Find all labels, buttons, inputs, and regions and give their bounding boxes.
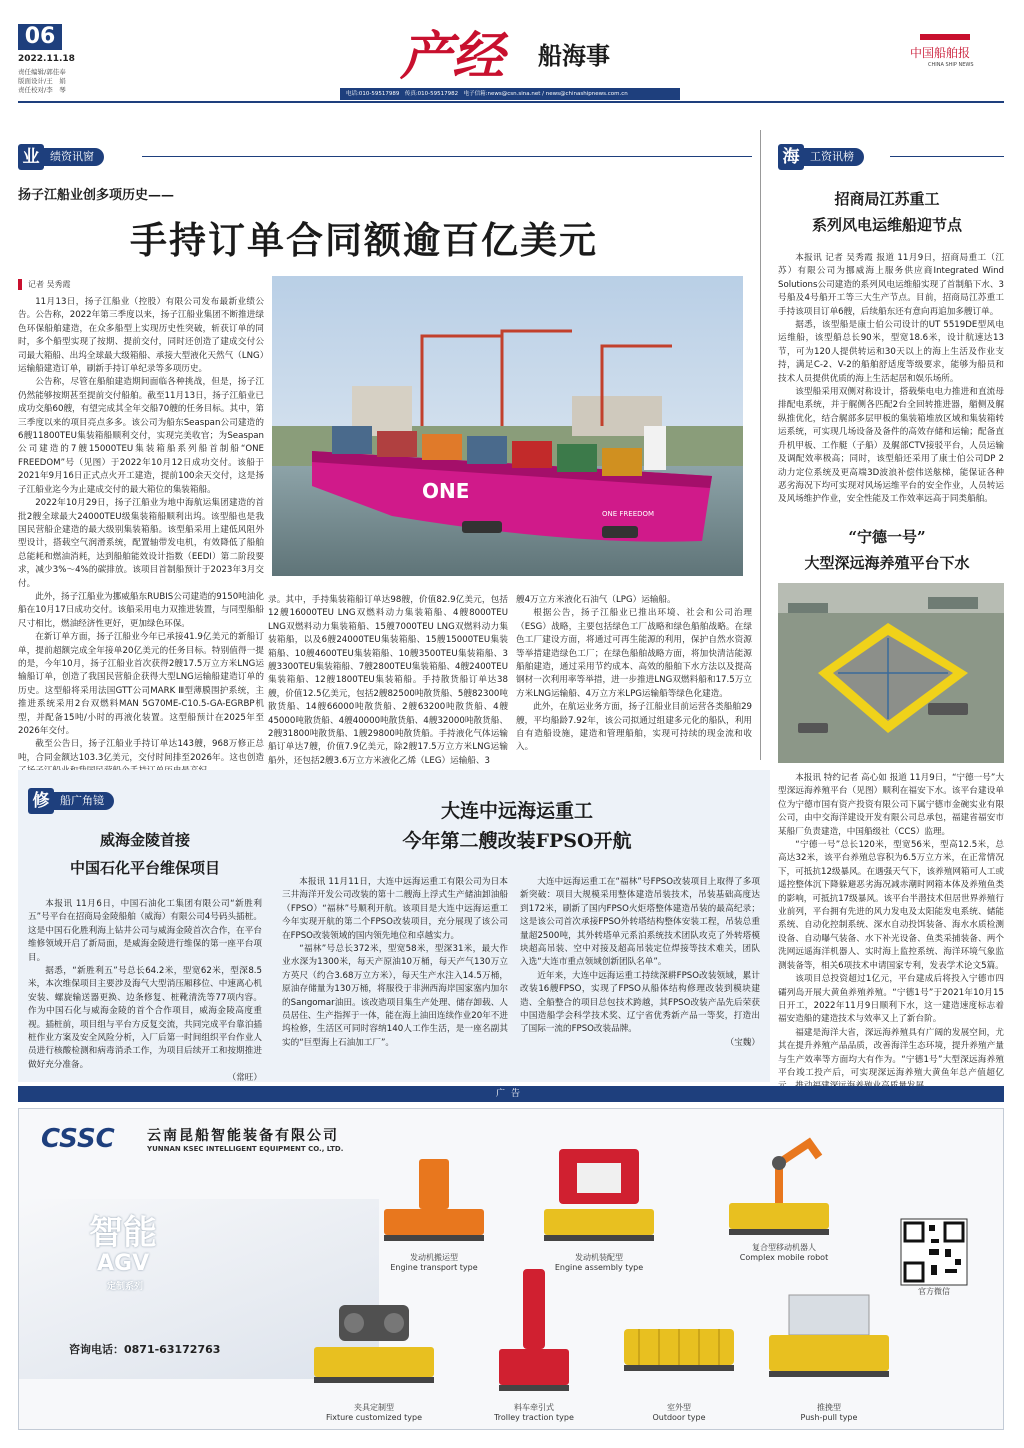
ship-hull-name: ONE FREEDOM (602, 510, 655, 518)
brand-seal (920, 34, 970, 40)
main-headline: 手持订单合同额逾百亿美元 (130, 218, 598, 262)
paragraph: 录。其中，手持集装箱船订单达98艘，价值82.9亿美元，包括12艘16000TEU LNG双燃料动力集装箱船、4艘8000TEU LNG双燃料动力集装箱船、15艘7000TEU LNG双燃料动力集装箱船，以及6艘24000TEU集装箱船、15艘15000TEU集装箱船、10艘4600TEU集装箱船、10艘3500TEU集装箱船、3艘3300TEU集装箱船、7艘2800TEU集装箱船、4艘2400TEU集装箱船、12艘1800TEU集装箱船。手持散货船订单达38艘，价值12.5亿美元，包括2艘82500吨散货船、5艘82300吨散货船、14艘66000吨散货船、2艘63200吨散货船、4艘45000吨散货船、4艘40000吨散货船、4艘32000吨散货船、2艘31800吨散货船、1艘29800吨散货船。手持液化气体运输船订单达7艘，价值7.9亿美元，除2艘17.5万立方米LNG运输船外，还包括2艘3.6万立方米液化乙烯（LEG）运输船、3 (268, 595, 508, 766)
paragraph: 此外，在航运业务方面，扬子江船业目前运营各类船舶29艘，平均船龄7.92年，该公司拟通过组建多元化的船队，利用自有造船设施，建造和管理船舶，实现可持续的现金流和收入。 (516, 702, 752, 753)
product-name-cn: 发动机搬运型 (410, 1253, 458, 1262)
product-engine-transport-image (379, 1149, 489, 1249)
ad-company-name: 云南昆船智能装备有限公司 (147, 1128, 339, 1144)
paragraph: 此外，扬子江船业为挪威船东RUBIS公司建造的9150吨油化船在10月17日成功交付。该船采用电力双推进装置，与同型船船尺寸相比，燃油经济性更好，更加绿色环保。 (18, 591, 264, 629)
masthead-logo (378, 20, 526, 90)
product-engine-assembly-image (539, 1139, 659, 1249)
main-story-col1 (18, 296, 264, 763)
right-story-1-body (778, 252, 1004, 506)
bottom-left-body (28, 898, 262, 1084)
headline-line: “宁德一号” (848, 528, 926, 546)
tag-label: 工资讯榜 (804, 148, 864, 166)
product-name-cn: 复合型移动机器人 (752, 1243, 816, 1252)
product-outdoor-image (619, 1309, 739, 1389)
ad-phone: 咨询电话：0871-63172763 (69, 1343, 221, 1356)
paragraph: 本报讯 11月6日，中国石油化工集团有限公司“新胜利五”号平台在招商局金陵船舶（威海）有限公司4号码头插桩。这是中国石化胜利海上钻井公司与威海金陵首次合作，在平台维修领域开启了新局面，是威海金陵进行维保的第一座平台项目。 (28, 899, 262, 963)
contact-bar: 电话:010-59517989 传真:010-59517982 电子信箱:news@csn.sina.net / news@chinashipnews.com.cn (340, 88, 680, 100)
qr-caption: 官方微信 (918, 1287, 950, 1296)
product-fixture-image (309, 1295, 439, 1395)
product-name-cn: 推挽型 (817, 1403, 841, 1412)
ship-hull-logo: ONE (422, 479, 470, 503)
product-name-cn: 发动机装配型 (575, 1253, 623, 1262)
byline: 记者 吴秀霞 (28, 280, 71, 289)
section-title: 船海事 (538, 41, 610, 70)
product-label (709, 1243, 859, 1263)
cssc-logo (41, 1123, 141, 1153)
headline-line: 今年第二艘改装FPSO开航 (402, 830, 632, 852)
paragraph: 该项目总投资超过1亿元，平台建成后将投入宁德市四礵列岛开展大黄鱼养殖养殖。“宁德1号”于2021年10月15日开工，2022年11月9日顺利下水，这一建造速度标志着福安造船的建造技术与效率又上了新台阶。 (778, 974, 1004, 1025)
product-label (754, 1403, 904, 1423)
paragraph: 截至公告日，扬子江船业手持订单达143艘，968万修正总吨，合同金额达103.3亿美元，交付时间排至2026年。这也创造 (18, 739, 264, 763)
product-name-en: Push-pull type (800, 1413, 858, 1422)
tag-label: 绩资讯窗 (44, 148, 104, 166)
right-headline-1 (770, 186, 1004, 238)
paragraph: 本报讯 11月11日，大连中远海运重工有限公司为日本三井海洋开发公司改装的第十二艘海上浮式生产储油卸油船（FPSO）“福林”号顺利开航。该项目是大连中远海运重工今年实现开航的第二个FPSO改装项目，充分展现了该公司在FPSO改装领域的国内领先地位和卓越实力。 (282, 877, 508, 941)
newspaper-brand: 中国船舶报 (910, 46, 971, 60)
byline-marker (18, 279, 22, 290)
publication-date: 2022.11.18 (18, 54, 75, 64)
headline-line: 大连中远海运重工 (440, 800, 593, 822)
advertisement (18, 1108, 1004, 1430)
product-trolley-image (479, 1259, 589, 1399)
paragraph: 公告称，尽管在船舶建造期间面临各种挑战，但是，扬子江仍然能够按期甚至提前交付船舶。截至11月13日，扬子江船业已成功交船60艘，有望完成其全年交船70艘的任务目标。其中，第三季度以来的项目亮点多多。该公司为船东Seaspan公司建造的6艘11800TEU集装箱船顺利交付，实现完美收官；为Seaspan公司建造的7艘15000TEU集装箱船系列船首制船“ONE FREEDOM”号（见图）于2022年10月12日成功交付。该船于2021年9月16日正式点火开工建造，提前100余天交付，这是扬子江船业迄今为止建成交付的最大箱位的集装箱船。 (18, 377, 264, 495)
main-story-col3 (516, 594, 752, 758)
section-rule (890, 156, 1004, 157)
paragraph: 据悉，该型船是康士伯公司设计的UT 5519DE型风电运维船，该型船总长90米，型宽18.6米，设计航速达13节，可为120人提供转运和30天以上的海上生活及作业支持，满足C-2、V-2的船舶舒适度等级要求，能够为船员和技术人员提供优质的海上生活起居和娱乐场所。 (778, 320, 1004, 384)
product-name-en: Engine transport type (390, 1263, 478, 1272)
product-name-cn: 室外型 (667, 1403, 691, 1412)
bottom-right-col1 (282, 876, 508, 1080)
product-label (299, 1403, 449, 1423)
ad-slogan-agv: AGV (97, 1251, 150, 1276)
page-number: 06 (18, 24, 62, 50)
tag-label: 船广角镜 (54, 792, 114, 810)
tag-char: 海 (778, 144, 804, 170)
tag-char: 业 (18, 144, 44, 170)
headline-line: 中国石化平台维保项目 (69, 859, 220, 877)
product-name-en: Outdoor type (652, 1413, 706, 1422)
headline-line: 大型深远海养殖平台下水 (804, 554, 970, 572)
paragraph: 大连中远海运重工在“福林”号FPSO改装项目上取得了多项新突破：项目大规模采用整体建造吊装技术，吊装基础高度达到172米，刷新了国内FPSO火炬塔整体建造吊装的最高纪录；这是该公司首次承接FPSO外转塔结构整体安装工程，吊装总重量超2500吨，其外转塔单元系泊系统技术团队攻克了外转塔模块超高吊装、空中对接及超高吊装定位焊接等技术难关，团队入选“大连市重点领域创新团队名单”。 (520, 877, 760, 968)
section-tag-repair (28, 788, 114, 814)
ad-company-name-en: YUNNAN KSEC INTELLIGENT EQUIPMENT CO., LTD. (147, 1145, 344, 1153)
product-name-cn: 料车牵引式 (514, 1403, 554, 1412)
product-name-en: Trolley traction type (494, 1413, 574, 1422)
paragraph: 11月13日，扬子江船业（控股）有限公司发布最新业绩公告。公告称，2022年第三季度以来，扬子江船业集团不断推进绿色环保船舶建造，在众多船型上实现历史性突破，斩获订单的同时，多个船型实现了按期、提前交付，同时还创造了建成交付公司最大箱船、出坞全球最大级箱船、承接大型液化天然气（LNG）运输船建造订单，刷新手持订单纪录等多项历史。 (18, 297, 264, 375)
bottom-left-headline (28, 826, 262, 882)
main-story-col2 (268, 594, 508, 766)
ad-label-bar: 广告 (18, 1086, 1004, 1102)
masthead-red-text: 产经 (399, 26, 505, 87)
paragraph: 该型船采用双侧对称设计，搭载柴电电力推进和直流母排配电系统，并于艉侧各匹配2台全回转推进器，艏侧及艉纵推优化，结合艉部多层甲板的集装箱堆放区域和集装箱转运系统，可实现几场设备及备件的高效存储和运输；配备直升机甲板、工作艇（子船）及艉部CTV接驳平台，人员运输及调配效率极高；同时，该型船还采用了康士伯公司DP 2动力定位系统及更高端3D波浪补偿伟送舷梯，能保证各种恶劣海况下均可实现对风场运维平台的安全作业，人员转运及风场维护作业，安全性能及工作效率远高于同类船舶。 (778, 387, 1004, 505)
paragraph: 根据公告，扬子江船业已推出环境、社会和公司治理（ESG）战略，主要包括绿色工厂战略和绿色船舶战略。在绿色工厂建设方面，将通过可再生能源的利用，保护自然水资源等举措建造绿色工厂；在绿色船舶战略方面，将加快清洁能源船舶建造，通过采用节约成本、高效的船舶下水方法以及提高钢材一次利用率等举措，进一步推进LNG双燃料船和17.5万立方米LNG运输船、4万立方米LPG运输船等绿色化建造。 (516, 608, 752, 699)
ad-slogan-sub: 定制系列 (107, 1282, 144, 1292)
story-kicker: 扬子江船业创多项历史—— (18, 188, 175, 203)
ad-slogan: 智能 (89, 1213, 157, 1253)
paragraph: 福建是海洋大省，深远海养殖具有广阔的发展空间，尤其在提升养殖产品品质，改善海洋生态环境，提升养殖产量与生产效率等方面均大有作为。“宁德1号”大型深远海养殖平台竣工投产后，可实现深远海养殖大黄鱼年总产值超亿 (778, 1027, 1004, 1078)
editor-credits (18, 68, 66, 95)
paragraph: 在新订单方面，扬子江船业今年已承接41.9亿美元的新船订单，提前超额完成全年接单20亿美元的任务目标。特别值得一提的是，今年10月，扬子江船业首次获得2艘17.5万立方米LNG运输船订单，创造了我国民营船企获得大型LNG运输船建造订单的历史。这型船将采用法国GTT公司MARK Ⅲ型薄膜围护系统，主推进系统采用2台双燃料MAN 5G70ME-C10.5-GA-EGRBP机型，并配备15吨/小时的再液化装置。这型船预计在2025年至2026年交付。 (18, 632, 264, 736)
bottom-right-headline (272, 796, 762, 856)
editor-line: 责任编辑/郭佳奉 (18, 68, 66, 76)
product-name-cn: 夹具定制型 (354, 1403, 394, 1412)
product-mobile-robot-image (719, 1123, 839, 1243)
headline-line: 招商局江苏重工 (834, 190, 940, 208)
editor-line: 责任校对/李 琴 (18, 86, 66, 94)
header-rule (18, 101, 1004, 103)
paragraph: 近年来，大连中远海运重工持续深耕FPSO改装领域，累计改装16艘FPSO，实现了FPSO从船体结构修理改装到模块建造、全船整合的项目总包技术跨越，其FPSO改装产品先后荣获中国造船学会科学技术奖、辽宁省优秀新产品一等奖，打造出了国际一流的FPSO改装品牌。 (520, 970, 760, 1035)
tag-char: 修 (28, 788, 54, 814)
product-name-en: Fixture customized type (325, 1413, 423, 1422)
qr-code-icon[interactable] (901, 1219, 967, 1285)
section-tag-offshore (778, 144, 864, 170)
paragraph: “福林”号总长372米，型宽58米，型深31米，最大作业水深为1300米，每天产原油10万桶，每天产气130万立方英尺（约合3.68万立方米），每天生产水注入14.5万桶，原油存储量为130万桶，将服役于非洲西海岸国家塞内加尔的Sangomar油田。该改造项目集生产处理、储存卸载、人员居住、生产指挥于一体，能在海上油田连续作业20年不进坞检修，生活区可同时容纳140人工作生活，是一座名副其实的“巨型海上石油加工厂”。 (282, 944, 508, 1048)
right-headline-2 (770, 524, 1004, 576)
headline-line: 系列风电运维船迎节点 (811, 216, 962, 234)
column-divider (760, 130, 761, 760)
newspaper-brand-en: CHINA SHIP NEWS (928, 62, 974, 68)
product-label (459, 1403, 609, 1423)
product-name-en: Complex mobile robot (739, 1253, 829, 1262)
author-credit: （宝魏） (725, 1037, 760, 1048)
section-tag-performance (18, 144, 104, 170)
ship-photo (272, 276, 743, 576)
paragraph: 2022年10月29日，扬子江船业为地中海航运集团建造的首批2艘全球最大24000TEU级集装箱船顺利出坞。该型船也是我国民营船企建造的最大级别集装箱船。该型船采用上建低风阻外型设计，搭载空气润滑系统，配置轴带发电机，有效降低了船舶总能耗和燃油消耗，达到船舶能效设计指数（EEDI）第二阶段要求，减少3%～4%的碳排放。该项目首制船预计于2023年3月交付。 (18, 498, 264, 589)
author-credit: （常旺） (227, 1073, 262, 1084)
paragraph: 据悉，“新胜利五”号总长64.2米，型宽62米，型深8.5米，本次维保项目主要涉及海气大型消压厢移位、中速离心机安装、螺旋输送器更换、边条修复、桩靴清洗等77项内容。作为中国石化与威海金陵的首个合作项目，威海金陵高度重视。插桩前，项目组与平台方反复交流，共同完成平台靠泊插桩作业方案及安全风险分析，入厂后第一时间组织平台作业人员进行核酸检测和病毒消杀工作，为项目后续开工和按期推进做好充分准备。 (28, 966, 262, 1070)
bottom-right-col2 (520, 876, 760, 1080)
section-rule (142, 156, 752, 157)
paragraph: 艘4万立方米液化石油气（LPG）运输船。 (516, 595, 676, 605)
right-story-2-body (778, 772, 1004, 1082)
product-name-en: Engine assembly type (554, 1263, 644, 1272)
product-push-pull-image (759, 1285, 899, 1395)
product-label (604, 1403, 754, 1423)
headline-line: 威海金陵首接 (99, 831, 190, 849)
paragraph: 本报讯 记者 吴秀霞 报道 11月9日，招商局重工（江苏）有限公司为挪威海上服务供应商Integrated Wind Solutions公司建造的系列风电运维船实现了首制船下水、3号船及4号船开工等三大生产节点。目前，招商局江苏重工手持该项目订单6艘，后续船东还有意向再追加多艘订单。 (778, 253, 1004, 317)
editor-line: 版面设计/王 娟 (18, 77, 66, 85)
paragraph: 本报讯 特约记者 高心如 报道 11月9日，“宁德一号”大型深远海养殖平台（见图）顺利在福安下水。该平台建设单位为宁德市国有资产投资有限公司下属宁德市金碗实业有限公司，由中交海洋建设开发有限公司总承包，福建省福安市某船厂负责建造，中国船级社（CCS）监理。 (778, 773, 1004, 837)
svg-text:CSSC: CSSC (41, 1124, 115, 1154)
platform-photo (778, 583, 1004, 763)
paragraph: “宁德一号”总长120米，型宽56米，型高12.5米，总高达32米，该平台养殖总容积为6.5万立方米，在正常情况下，可抵抗12级暴风。在遇强天气下，该养殖网箱可人工或遥控整体沉下降躲避恶劣海况减赤潮时网箱本体及养殖鱼类的影响，可抵抗17级暴风。该平台半潜技术但居世界养殖行业前列，平台拥有先进的风力发电及太阳能发电系统、储能系统、自动化控制系统、深水自动投饵装备、海水水质检测设备、自动曝气装备、水下补光设备、鱼类采捕装备、两个洗网远遥海洋机器人、实时海上监控系统、海洋环境气象监测装备等，相关6项技术申请国家专利，发表学术论文5篇。 (778, 840, 1004, 971)
